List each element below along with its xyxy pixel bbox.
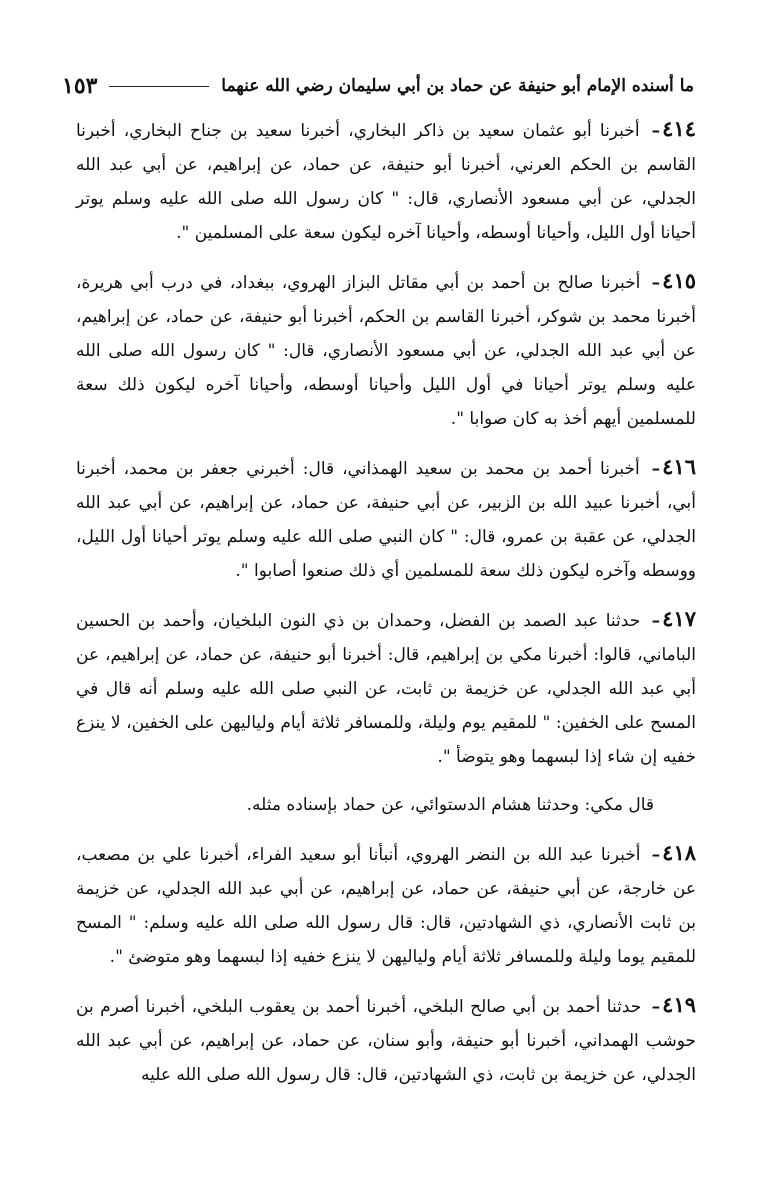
hadith-415: ٤١٥– أخبرنا صالح بن أحمد بن أبي مقاتل البزاز الهروي، ببغداد، في درب أبي هريرة، أخبرنا محمد بن شوكر، أخبرنا القاسم بن الحكم، أخبرنا أبو حنيفة، عن حماد، عن إبراهيم، عن أبي عبد الله الجدلي، عن أبي مسعود الأنصاري، قال: " كان رسول الله صلى الله عليه وسلم يوتر أحيانا في أول الليل وأحيانا أوسطه، وأحيانا آخره ليكون ذلك سعة للمسلمين أيهم أخذ به كان صوابا ". [76, 268, 697, 429]
hadith-number: ٤١٩ [662, 992, 697, 1017]
header-rule [109, 86, 209, 87]
hadith-text: أخبرنا صالح بن أحمد بن أبي مقاتل البزاز الهروي، ببغداد، في درب أبي هريرة، أخبرنا محمد بن شوكر، أخبرنا القاسم بن الحكم، أخبرنا أبو حنيفة، عن حماد، عن إبراهيم، عن أبي عبد الله الجدلي، عن أبي مسعود الأنصاري، قال: " كان رسول الله صلى الله عليه وسلم يوتر أحيانا في أول الليل وأحيانا أوسطه، وأحيانا آخره ليكون ذلك سعة للمسلمين أيهم أخذ به كان صوابا ". [76, 273, 696, 429]
hadith-414: ٤١٤– أخبرنا أبو عثمان سعيد بن ذاكر البخاري، أخبرنا سعيد بن جناح البخاري، أخبرنا القاسم بن الحكم العرني، أخبرنا أبو حنيفة، عن حماد، عن إبراهيم، عن أبي عبد الله الجدلي، عن أبي مسعود الأنصاري، قال: " كان رسول الله صلى الله عليه وسلم يوتر أحيانا أول الليل، وأحيانا أوسطه، وأحيانا آخره ليكون سعة على المسلمين ". [76, 116, 696, 243]
header-title: ما أسنده الإمام أبو حنيفة عن حماد بن أبي سليمان رضي الله عنهما [221, 76, 694, 96]
page-number: ١٥٣ [62, 73, 98, 99]
hadith-text: أخبرنا أحمد بن محمد بن سعيد الهمذاني، قال: أخبرني جعفر بن محمد، أخبرنا أبي، أخبرنا عبيد الله بن الزبير، عن أبي حنيفة، عن حماد، عن إبراهيم، عن أبي عبد الله الجدلي، عن عقبة بن عمرو، قال: " كان النبي صلى الله عليه وسلم يوتر أحيانا أول الليل، ووسطه وآخره ليكون ذلك سعة للمسلمين أي ذلك صنعوا أصابوا ". [76, 459, 696, 581]
hadith-number: ٤١٤ [662, 116, 696, 141]
hadith-text: حدثنا أحمد بن أبي صالح البلخي، أخبرنا أحمد بن يعقوب البلخي، أخبرنا أصرم بن حوشب الهمداني، أخبرنا أبو حنيفة، وأبو سنان، عن حماد، عن إبراهيم، عن أبي عبد الله الجدلي، عن خزيمة بن ثابت، ذي الشهادتين، قال: قال رسول الله صلى الله عليه [76, 997, 696, 1085]
hadith-number: ٤١٦ [662, 454, 696, 479]
hadith-number: ٤١٨ [662, 840, 697, 865]
isnad-note: قال مكي: وحدثنا هشام الدستوائي، عن حماد بإسناده مثله. [246, 795, 654, 815]
hadith-text: حدثنا عبد الصمد بن الفضل، وحمدان بن ذي النون البلخيان، وأحمد بن الحسين الباماني، قالوا: أخبرنا مكي بن إبراهيم، قال: أخبرنا أبو حنيفة، عن حماد، عن إبراهيم، عن أبي عبد الله الجدلي، عن خزيمة بن ثابت، عن النبي صلى الله عليه وسلم أنه قال في المسح على الخفين: " للمقيم يوم وليلة، وللمسافر ثلاثة أيام ولياليهن على الخفين، لا ينزع خفيه إن شاء إذا لبسهما وهو يتوضأ ". [76, 611, 696, 767]
page-body [76, 112, 696, 1106]
hadith-text: أخبرنا عبد الله بن النضر الهروي، أنبأنا أبو سعيد الفراء، أخبرنا علي بن مصعب، عن خارجة، عن أبي حنيفة، عن حماد، عن إبراهيم، عن أبي عبد الله الجدلي، عن خزيمة بن ثابت الأنصاري، ذي الشهادتين، قال: قال رسول الله صلى الله عليه وسلم: " المسح للمقيم يوما وليلة وللمسافر ثلاثة أيام ولياليهن لا ينزع خفيه إذا لبسهما وهو متوضئ ". [76, 845, 696, 967]
hadith-417: ٤١٧– حدثنا عبد الصمد بن الفضل، وحمدان بن ذي النون البلخيان، وأحمد بن الحسين الباماني، قالوا: أخبرنا مكي بن إبراهيم، قال: أخبرنا أبو حنيفة، عن حماد، عن إبراهيم، عن أبي عبد الله الجدلي، عن خزيمة بن ثابت، عن النبي صلى الله عليه وسلم أنه قال في المسح على الخفين: " للمقيم يوم وليلة، وللمسافر ثلاثة أيام ولياليهن على الخفين، لا ينزع خفيه إن شاء إذا لبسهما وهو يتوضأ ". [76, 606, 696, 767]
running-header [62, 66, 694, 106]
hadith-number: ٤١٧ [662, 606, 696, 631]
hadith-418: ٤١٨– أخبرنا عبد الله بن النضر الهروي، أنبأنا أبو سعيد الفراء، أخبرنا علي بن مصعب، عن خارجة، عن أبي حنيفة، عن حماد، عن إبراهيم، عن أبي عبد الله الجدلي، عن خزيمة بن ثابت الأنصاري، ذي الشهادتين، قال: قال رسول الله صلى الله عليه وسلم: " المسح للمقيم يوما وليلة وللمسافر ثلاثة أيام ولياليهن لا ينزع خفيه إذا لبسهما وهو متوضئ ". [76, 840, 697, 967]
hadith-text: أخبرنا أبو عثمان سعيد بن ذاكر البخاري، أخبرنا سعيد بن جناح البخاري، أخبرنا القاسم بن الحكم العرني، أخبرنا أبو حنيفة، عن حماد، عن إبراهيم، عن أبي عبد الله الجدلي، عن أبي مسعود الأنصاري، قال: " كان رسول الله صلى الله عليه وسلم يوتر أحيانا أول الليل، وأحيانا أوسطه، وأحيانا آخره ليكون سعة على المسلمين ". [76, 121, 696, 243]
hadith-419: ٤١٩– حدثنا أحمد بن أبي صالح البلخي، أخبرنا أحمد بن يعقوب البلخي، أخبرنا أصرم بن حوشب الهمداني، أخبرنا أبو حنيفة، وأبو سنان، عن حماد، عن إبراهيم، عن أبي عبد الله الجدلي، عن خزيمة بن ثابت، ذي الشهادتين، قال: قال رسول الله صلى الله عليه [76, 992, 697, 1085]
hadith-416: ٤١٦– أخبرنا أحمد بن محمد بن سعيد الهمذاني، قال: أخبرني جعفر بن محمد، أخبرنا أبي، أخبرنا عبيد الله بن الزبير، عن أبي حنيفة، عن حماد، عن إبراهيم، عن أبي عبد الله الجدلي، عن عقبة بن عمرو، قال: " كان النبي صلى الله عليه وسلم يوتر أحيانا أول الليل، ووسطه وآخره ليكون ذلك سعة للمسلمين أي ذلك صنعوا أصابوا ". [76, 454, 696, 581]
hadith-number: ٤١٥ [662, 268, 697, 293]
